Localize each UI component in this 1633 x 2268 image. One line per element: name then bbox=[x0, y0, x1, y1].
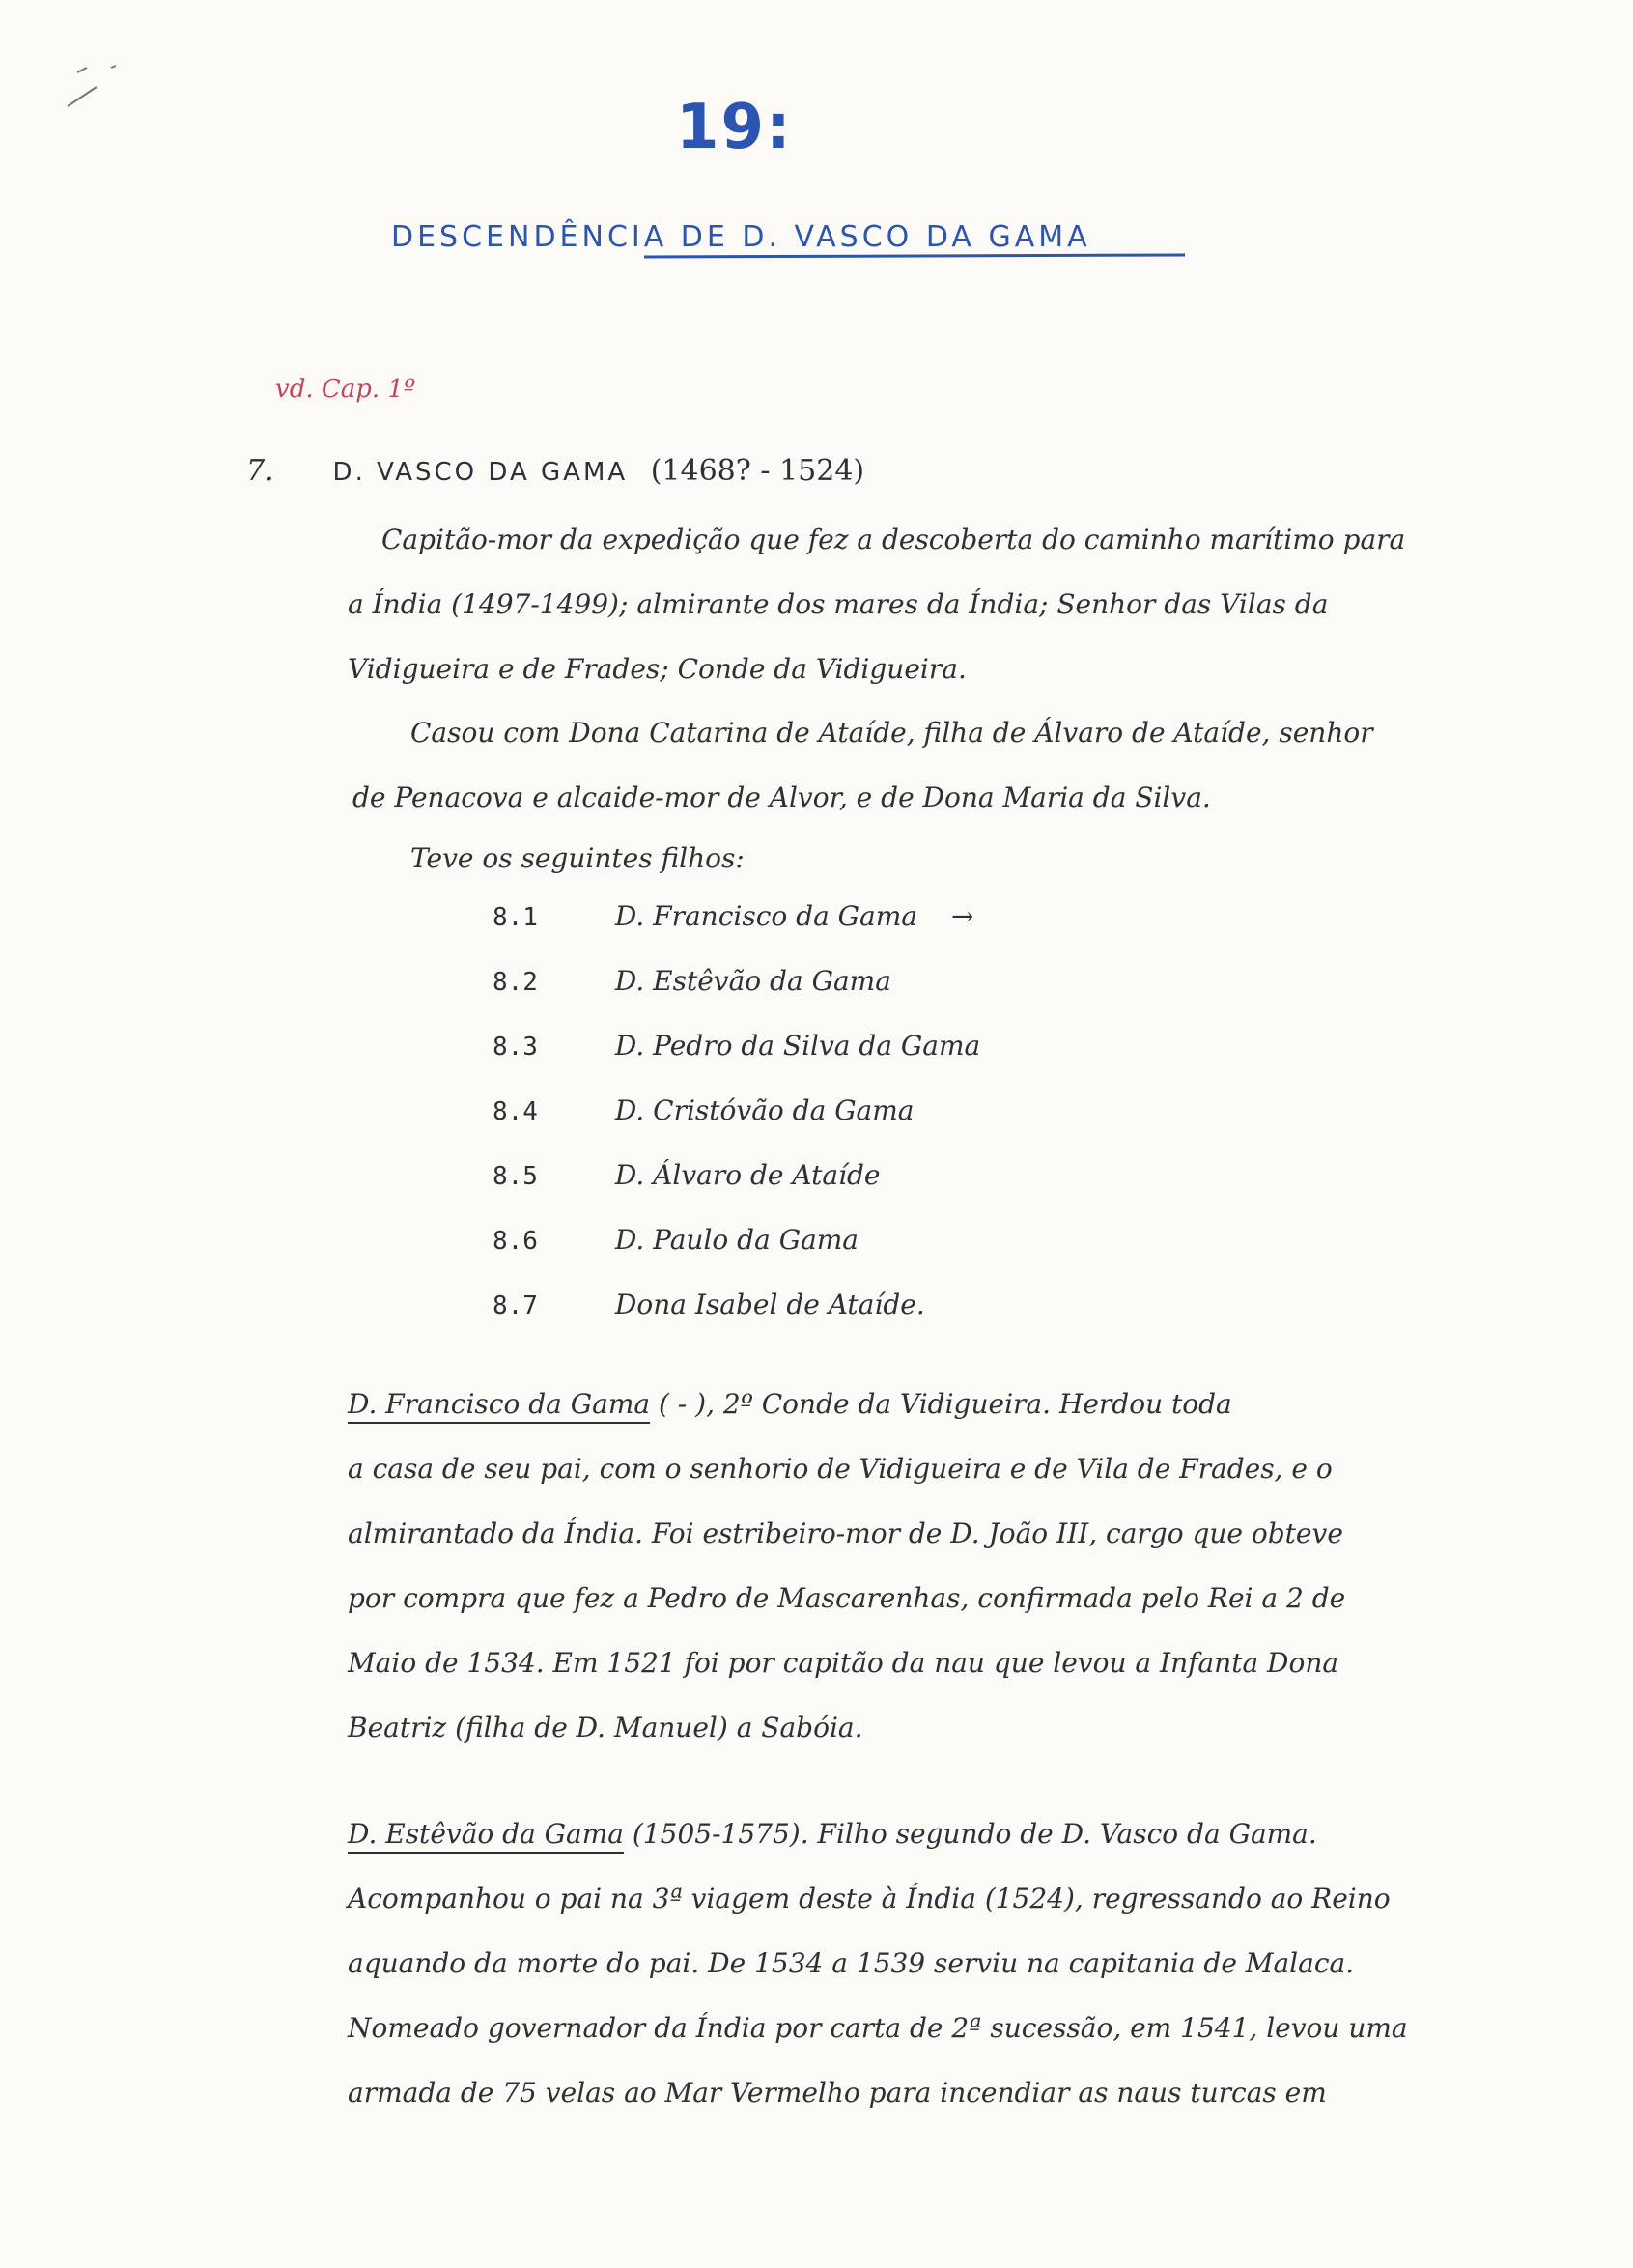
paragraph-marriage bbox=[352, 700, 1560, 830]
text-line: Casou com Dona Catarina de Ataíde, filha de Álvaro de Ataíde, senhor bbox=[410, 717, 1373, 749]
text-line: Vidigueira e de Frades; Conde da Vidigueira. bbox=[348, 653, 967, 685]
page-title: DESCENDÊNCIA DE D. VASCO DA GAMA bbox=[391, 220, 1091, 254]
text-line: almirantado da Índia. Foi estribeiro-mor de D. João III, cargo que obteve bbox=[348, 1517, 1343, 1549]
child-name: D. Estêvão da Gama bbox=[614, 965, 891, 997]
entry-heading bbox=[246, 454, 864, 488]
page-number: 19: bbox=[676, 92, 793, 163]
child-name: D. Álvaro de Ataíde bbox=[614, 1159, 881, 1191]
text-line: por compra que fez a Pedro de Mascarenhas, confirmada pelo Rei a 2 de bbox=[348, 1582, 1346, 1614]
text-line bbox=[348, 1372, 1574, 1436]
child-number: 8.1 bbox=[493, 903, 538, 932]
arrow-right-icon: → bbox=[950, 900, 974, 932]
biography-estevao bbox=[348, 1801, 1574, 2125]
list-item bbox=[493, 1272, 1168, 1337]
bio-text: (1505-1575). Filho segundo de D. Vasco da Gama. bbox=[632, 1818, 1317, 1850]
list-item bbox=[493, 1013, 1168, 1078]
text-line bbox=[348, 1801, 1574, 1866]
list-item bbox=[493, 884, 1168, 949]
child-name: D. Pedro da Silva da Gama bbox=[614, 1030, 981, 1062]
text-line: aquando da morte do pai. De 1534 a 1539 serviu na capitania de Malaca. bbox=[348, 1947, 1355, 1979]
child-number: 8.7 bbox=[493, 1291, 538, 1320]
child-number: 8.3 bbox=[493, 1033, 538, 1062]
child-name: D. Paulo da Gama bbox=[614, 1224, 859, 1256]
list-item bbox=[493, 1207, 1168, 1272]
bio-text: ( - ), 2º Conde da Vidigueira. Herdou toda bbox=[658, 1388, 1232, 1420]
text-line: a Índia (1497-1499); almirante dos mares da Índia; Senhor das Vilas da bbox=[348, 588, 1329, 620]
text-line: Maio de 1534. Em 1521 foi por capitão da nau que levou a Infanta Dona bbox=[348, 1647, 1339, 1679]
text-line: de Penacova e alcaide-mor de Alvor, e de Dona Maria da Silva. bbox=[352, 781, 1211, 813]
list-item bbox=[493, 1078, 1168, 1143]
text-line: Beatriz (filha de D. Manuel) a Sabóia. bbox=[348, 1712, 863, 1744]
text-line: Nomeado governador da Índia por carta de 2ª sucessão, em 1541, levou uma bbox=[348, 2012, 1408, 2044]
children-intro: Teve os seguintes filhos: bbox=[410, 842, 745, 874]
text-line: Capitão-mor da expedição que fez a descoberta do caminho marítimo para bbox=[381, 524, 1406, 555]
children-list bbox=[493, 884, 1168, 1337]
pencil-mark bbox=[58, 39, 145, 116]
title-block bbox=[391, 220, 1260, 254]
cross-reference: vd. Cap. 1º bbox=[275, 375, 416, 404]
entry-name: D. VASCO DA GAMA bbox=[332, 458, 629, 487]
child-number: 8.4 bbox=[493, 1097, 538, 1126]
bio-name: D. Estêvão da Gama bbox=[348, 1818, 624, 1850]
text-line: a casa de seu pai, com o senhorio de Vidigueira e de Vila de Frades, e o bbox=[348, 1453, 1333, 1485]
text-line: Acompanhou o pai na 3ª viagem deste à Índia (1524), regressando ao Reino bbox=[348, 1883, 1391, 1914]
bio-name: D. Francisco da Gama bbox=[348, 1388, 651, 1420]
text-line: armada de 75 velas ao Mar Vermelho para incendiar as naus turcas em bbox=[348, 2077, 1327, 2109]
entry-number: 7. bbox=[246, 454, 274, 488]
child-name: D. Cristóvão da Gama bbox=[614, 1094, 915, 1126]
biography-francisco bbox=[348, 1372, 1574, 1760]
title-underline bbox=[644, 249, 1214, 265]
entry-dates: (1468? - 1524) bbox=[650, 454, 865, 488]
child-number: 8.2 bbox=[493, 968, 538, 997]
child-name: Dona Isabel de Ataíde. bbox=[614, 1289, 925, 1320]
paragraph-career bbox=[348, 507, 1560, 701]
child-number: 8.6 bbox=[493, 1227, 538, 1256]
list-item bbox=[493, 1143, 1168, 1207]
child-name: D. Francisco da Gama bbox=[614, 900, 917, 932]
list-item bbox=[493, 949, 1168, 1013]
child-number: 8.5 bbox=[493, 1162, 538, 1191]
